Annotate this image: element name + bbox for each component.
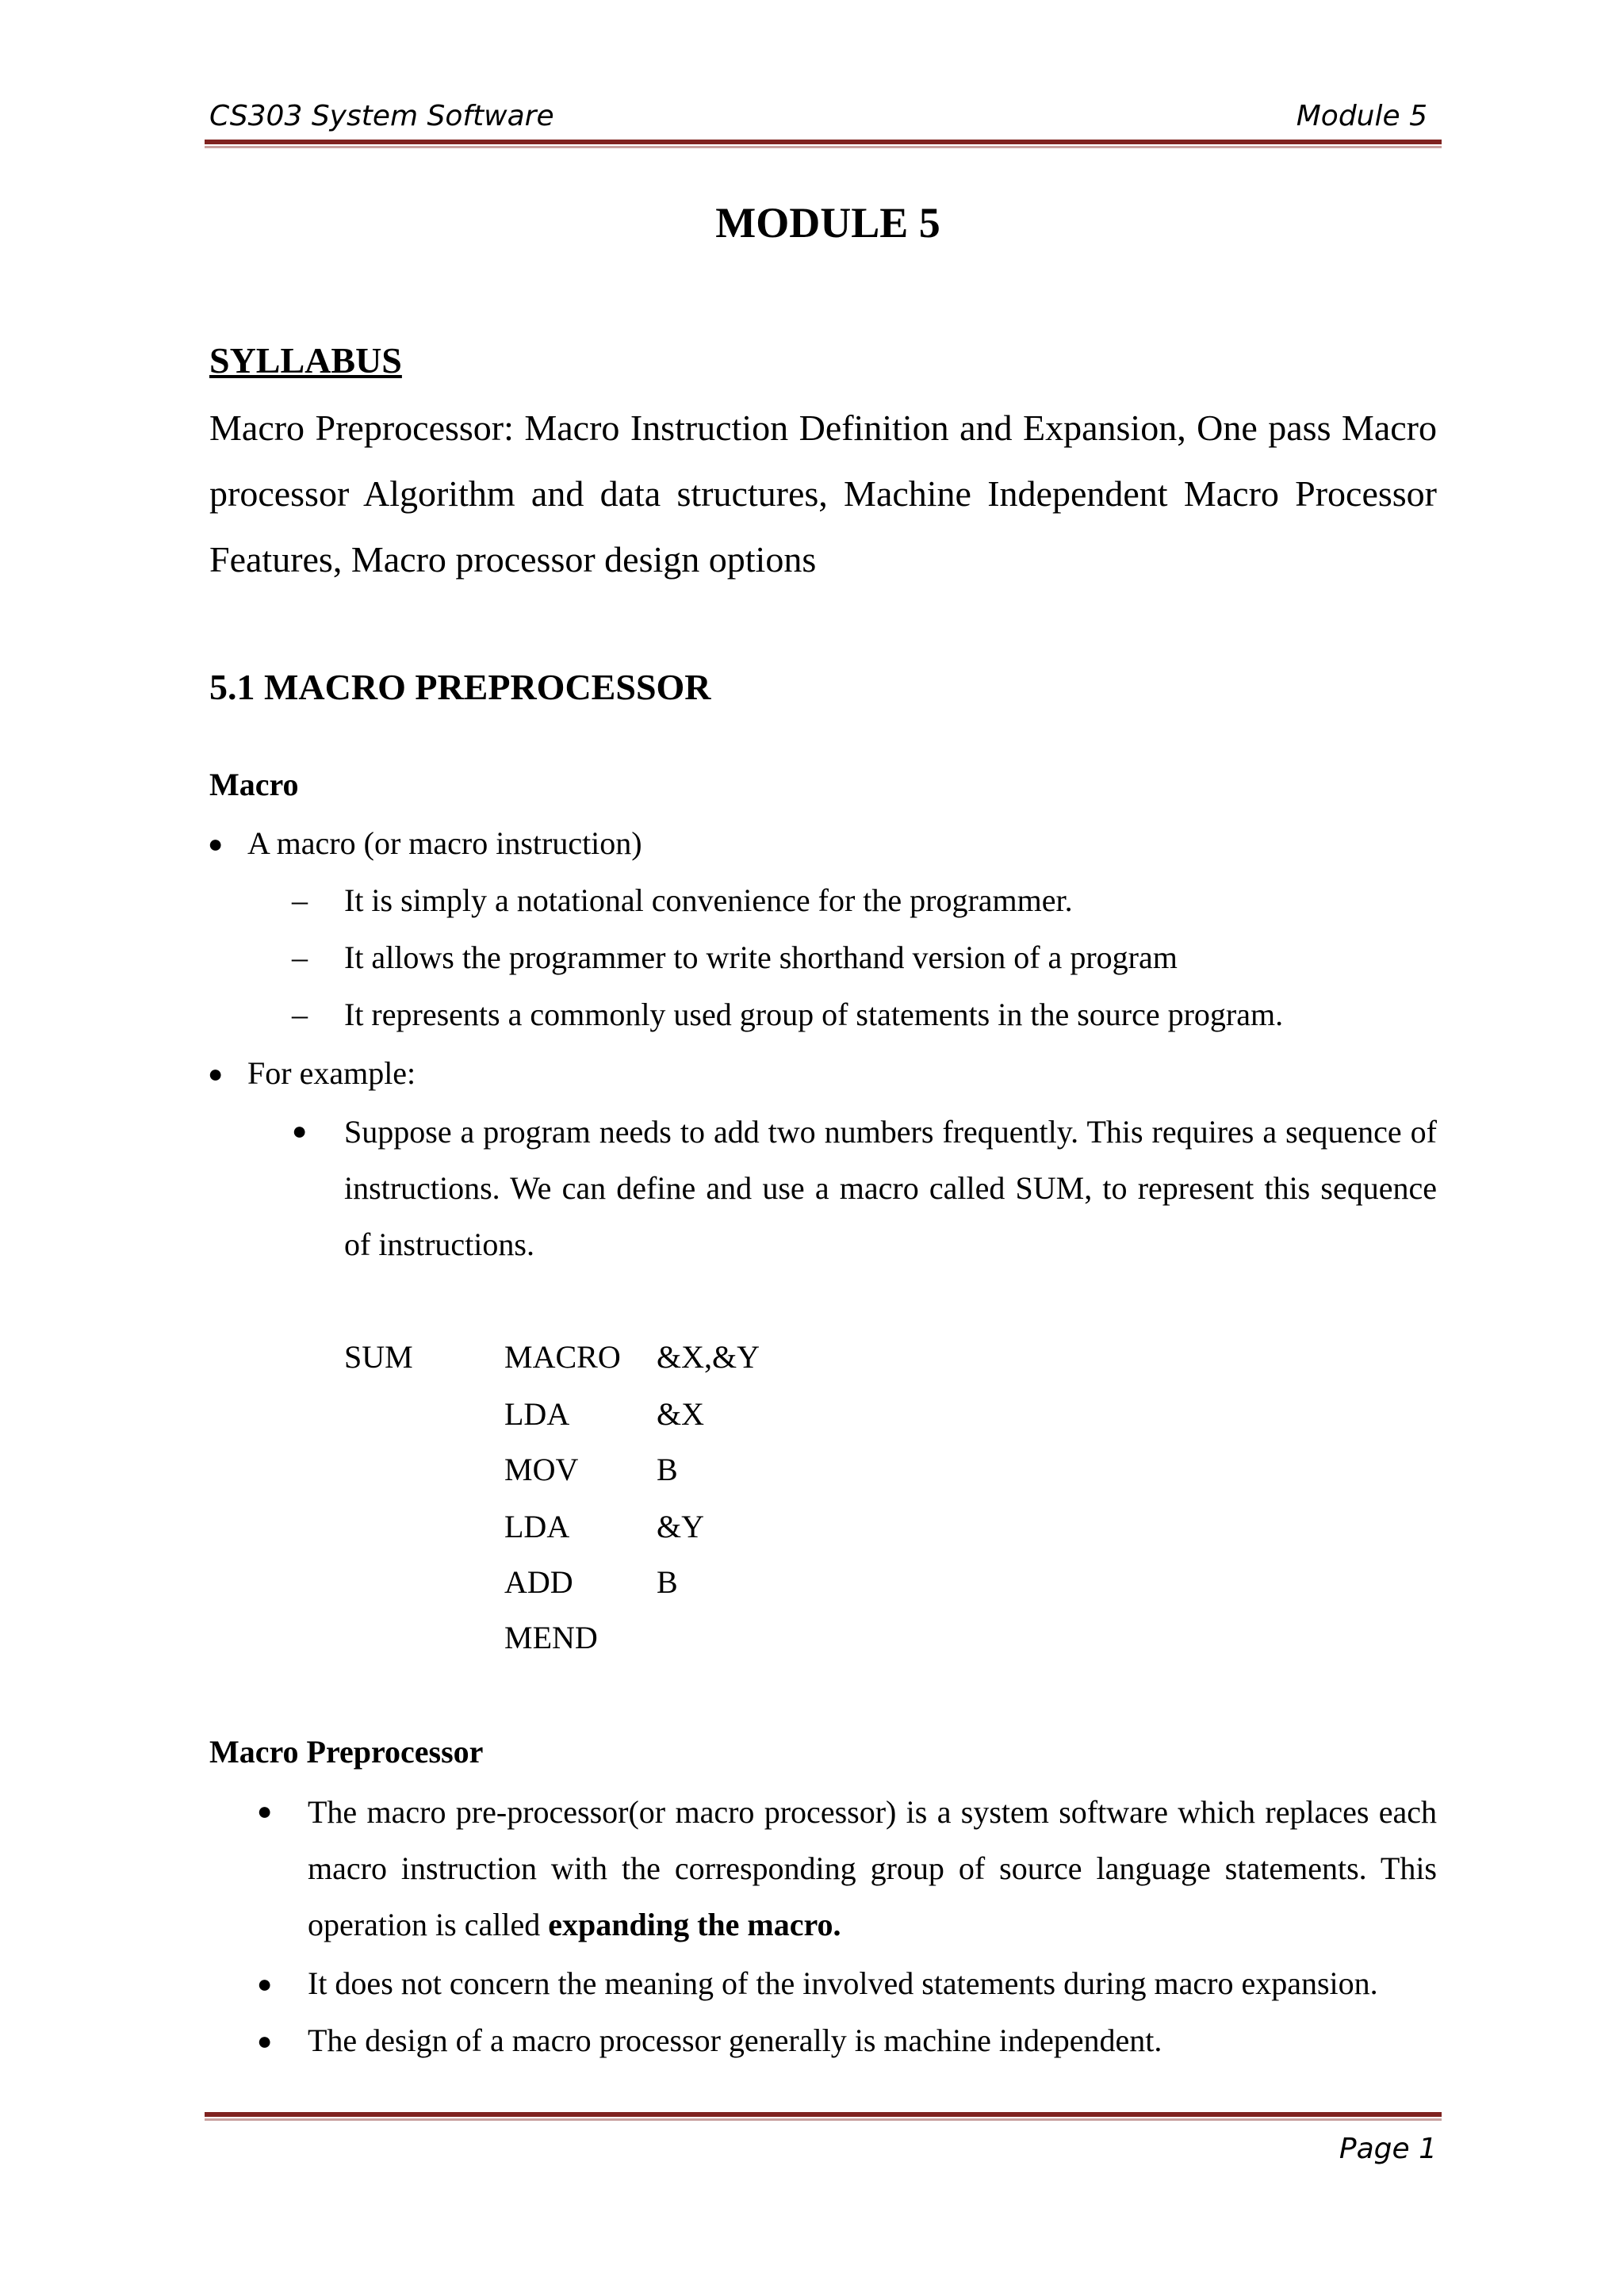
header-module: Module 5 [1296, 100, 1427, 132]
macro-example: Suppose a program needs to add two numbers frequently. This requires a sequence of instructions. We can define and use a macro called SUM, to represent this sequence of instructions. [344, 1114, 1437, 1262]
page-title: MODULE 5 [715, 199, 940, 247]
code-op: MACRO [504, 1339, 621, 1375]
macro-bullet-2: For example: [247, 1055, 416, 1091]
code-op: MEND [504, 1620, 598, 1655]
macro-dash-1: It is simply a notational convenience for the programmer. [344, 882, 1073, 918]
page-number: Page 1 [1339, 2133, 1437, 2165]
preprocessor-item-1: The macro pre-processor(or macro processor) is a system software which replaces each macro instruction with the corresponding group of source language statements. This operation is called expanding the macro. [308, 1794, 1437, 1942]
preprocessor-item-2: It does not concern the meaning of the involved statements during macro expansion. [308, 1965, 1378, 2001]
code-arg: B [657, 1452, 678, 1487]
section-heading: 5.1 MACRO PREPROCESSOR [209, 667, 711, 707]
code-op: LDA [504, 1509, 570, 1544]
macro-heading: Macro [209, 767, 299, 802]
code-arg: &X,&Y [657, 1339, 760, 1375]
code-arg: &Y [657, 1509, 704, 1544]
bullet-icon: ● [208, 829, 224, 858]
syllabus-text: Macro Preprocessor: Macro Instruction Definition and Expansion, One pass Macro processor Algorithm and data structures, Machine Independent Macro Processor Features, Macro processor design options [209, 408, 1437, 580]
code-op: MOV [504, 1452, 579, 1487]
bullet-icon: ● [257, 2026, 273, 2055]
header-rule-thin [205, 146, 1442, 148]
macro-bullet-1: A macro (or macro instruction) [247, 825, 642, 861]
bullet-icon: ● [257, 1797, 273, 1825]
macro-dash-2: It allows the programmer to write shorthand version of a program [344, 939, 1178, 975]
bullet-icon: ● [257, 1969, 273, 1998]
code-label: SUM [344, 1339, 413, 1375]
syllabus-heading: SYLLABUS [209, 340, 402, 381]
dash-icon: – [292, 939, 308, 975]
code-arg: B [657, 1564, 678, 1600]
code-op: ADD [504, 1564, 573, 1600]
code-arg: &X [657, 1396, 704, 1432]
header-course: CS303 System Software [209, 100, 554, 132]
preprocessor-heading: Macro Preprocessor [209, 1734, 484, 1770]
dash-icon: – [292, 997, 308, 1032]
preprocessor-item-1-bold: expanding the macro. [548, 1907, 841, 1942]
footer-rule-thin [205, 2118, 1442, 2121]
dash-icon: – [292, 882, 308, 918]
footer-rule [205, 2112, 1442, 2117]
header-rule [205, 140, 1442, 144]
preprocessor-item-3: The design of a macro processor generally is machine independent. [308, 2022, 1162, 2058]
macro-dash-3: It represents a commonly used group of statements in the source program. [344, 997, 1284, 1032]
bullet-icon: ● [292, 1116, 308, 1145]
code-op: LDA [504, 1396, 570, 1432]
bullet-icon: ● [208, 1059, 224, 1088]
